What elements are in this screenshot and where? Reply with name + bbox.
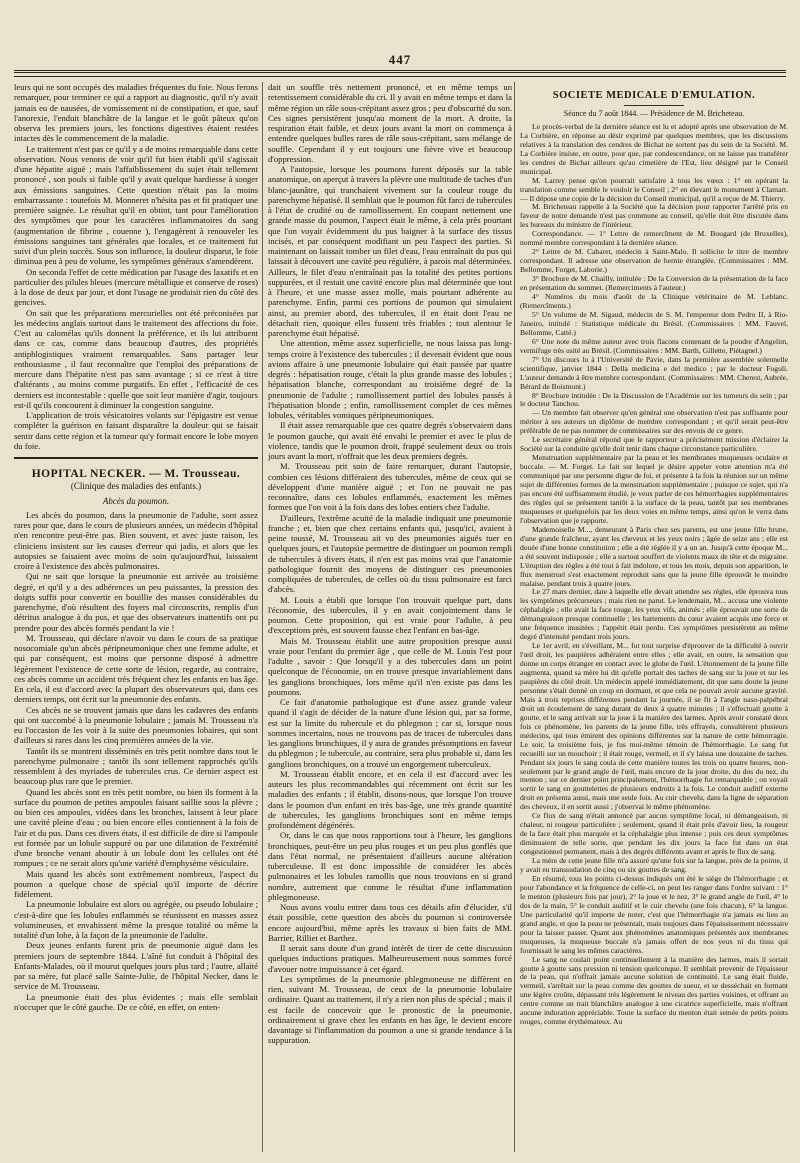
paragraph: Or, dans le cas que nous rapportions tout à l'heure, les ganglions bronchiques, peut-être un peu plus rouges et un peu plus gonflés que dans l'état normal, ne présentaient d'ailleurs aucune altération tuberculeuse. Il est donc impossible de considérer les abcès pulmonaires et les lobules ramollis que nous trouvions en si grand nombre, autrement que comme le résultat d'une inflammation phlegmoneuse. [268,830,512,902]
title-rule [624,105,684,106]
paragraph: Ces abcès ne se trouvent jamais que dans les cadavres des enfants qui ont succombé à la pneumonie lobulaire ; jamais M. Trousseau n'a eu l'occasion de les voir à la suite des pneumonies lobaires, qui sont d'ailleurs si rares dans les cinq premières années de la vie. [14,704,258,746]
header-rule [14,70,786,73]
paragraph: Ce flux de sang n'était annoncé par aucun symptôme local, ni démangeaison, ni chaleur, ni rougeur particulière ; seulement, quand il était près d'avoir lieu, la rougeur de la face était plus marquée et la céphalalgie plus intense ; puis ces deux symptômes diminuaient de telle sorte, que pendant les dix jours la face fut dans un état congestionnel permanent, mais à des degrés différents avant et après le flux de sang. [520,811,788,857]
paragraph: Il serait sans doute d'un grand intérêt de tirer de cette discussion quelques inductions pratiques. Malheureusement nous sommes forcé d'avouer notre impuissance à cet égard. [268,943,512,974]
paragraph: M. Bricheteau rappelle à la Société que la décision pour rapporter l'arrêté pris en faveur de notre demande n'est pas commune au conseil, qu'elle doit être discutée dans les bureaux du ministre de l'intérieur. [520,202,788,230]
paragraph: A l'autopsie, lorsque les poumons furent déposés sur la table anatomique, on aperçut à travers la plèvre une multitude de taches d'un blanc-jaunâtre, qui tranchaient vivement sur la couleur rouge du parenchyme hépatisé. Il semblait que le poumon fût farci de tubercules à l'état de crudité ou de ramollissement. En coupant nettement une grande masse du poumon, l'aspect était le même, à cela près pourtant que l'on voyait évidemment du pus baigner à la surface des tissus incisés, et par conséquent modifiant un peu l'aspect des parties. Si maintenant on laissait tomber un filet d'eau, l'eau entraînait du pus qui laissait à découvert une cavité peu régulière, à parois mal déterminées. Ailleurs, le filet d'eau n'entraînait pas la totalité des petites portions suppurées, et il restait une cavité encore plus mal déterminée que tout à l'heure, et une masse assez molle, mais pourtant adhérente au parenchyme. Enfin, parmi ces portions de poumon qui simulaient ainsi, au premier abord, des tubercules, il en était dont l'eau ne détachait rien, quoique elles fussent très friables ; tout alentour le parenchyme était hépatisé. [268,164,512,338]
paragraph: Le 1er avril, en s'éveillant, M... fut tout surprise d'éprouver de la difficulté à ouvrir l'œil droit, les paupières adhéraient entre elles ; elle avait, en outre, la sensation que donne un corps étranger en contact avec le globe de l'œil. L'étonnement de la jeune fille augmenta, quand sa mère lui dit qu'elle portait des taches de sang sur la joue et sur les paupières du côté droit. Un médecin appelé immédiatement, dit que sans doute la jeune personne s'était donné un coup en dormant, et que cela ne pouvait avoir aucune gravité. Mais à trois reprises différentes pendant la journée, il se fit à l'angle naso-palpébral droit un écoulement de sang durant de deux à quatre minutes ; il s'effectuait goutte à goutte, et le sang arrivait sur la joue à la manière des larmes. Après avoir constaté deux fois ce phénomène, les parents de la jeune fille, très effrayés, consultèrent plusieurs médecins, qui tous émirent des opinions différentes sur la nature de cette hémorragie. Le soir, la troisième fois, je fus moi-même témoin de l'hémorrhagie. Le sang fut recueilli sur un mouchoir ; il était rouge, vermeil, et il s'y laissa une douzaine de taches. Pendant six jours le sang coula de cette manière toutes les trois ou quatre heures, non-seulement par le grand angle de l'œil, mais encore de la joue droite, du dos du nez, du menton ; sur ce dernier point principalement, l'hémorrhagie fut remarquable ; on voyait sortir le sang en gouttelettes de plusieurs endroits à la fois. Le conduit auditif externe droit en présenta aussi, mais une seule fois. Au cuir chevelu, dans la ligne de séparation des cheveux, il en sortit aussi ; j'observai le même phénomène. [520,641,788,812]
paragraph: 7° Un discours lu à l'Université de Pavie, dans la première assemblée solennelle scientifique, janvier 1844 : Della medicina e del medico ; par le docteur Foguli. L'auteur demande à être membre correspondant. (Commissaires : MM. Cherest, Aubrée, Bérard de Boismont.) [520,354,788,391]
paragraph: Le 27 mars dernier, date à laquelle elle devait attendre ses règles, elle éprouva tous les symptômes précurseurs ; mais rien ne parut. Le lendemain, M... accusa une violente céphalalgie ; elle avait la face rouge, les yeux vifs, animés ; elle éprouvait une sorte de démangeaison presque continuelle ; les battements du cœur avaient acquis une force et une fréquence inusitées ; l'appétit était perdu. Ces symptômes persistèrent au même degré d'intensité pendant trois jours. [520,587,788,642]
paragraph: Mais M. Trousseau établit une autre proposition presque aussi vraie pour l'enfant du premier âge , que celle de M. Louis l'est pour l'adulte , savoir : Que lorsqu'il y a des tubercules dans un point quelconque de l'économie, on en trouve presque invariablement dans les ganglions bronchiques, lors même qu'il n'en existe pas dans les poumons. [268,635,512,697]
paragraph: 6° Une note du même auteur avec trois flacons contenant de la poudre d'Angelim, vermifuge très usité au Brésil. (Commissaires : MM. Barth, Gillette, Piétagnel.) [520,336,788,355]
paragraph: 8° Brochure intitulée : De la Discussion de l'Académie sur les tumeurs du sein ; par le docteur Tanchou. [520,390,788,409]
paragraph: 5° Un volume de M. Sigaud, médecin de S. M. l'empereur dom Pedro II, à Rio-Janeiro, intitulé : Statistique médicale du Brésil. (Commissaires : MM. Fauvel, Bellomme, Catté.) [520,309,788,337]
paragraph: Le sang ne coulait point continuellement à la manière des larmes, mais il sortait goutte à goutte sans pression ni tension quelconque. Il semblait provenir de l'épaisseur de la peau, qui n'offrait jamais aucune solution de continuité. Le sang était fluide, vermeil, s'arrêtait sur la peau comme des gouttes de sueur, et se desséchait en formant une légère croûte, dépassant très légèrement le niveau des parties voisines, et offrant au centre comme un trait blanchâtre analogue à une cicatrice superficielle, mais n'offrant aucune induration appréciable. Toute la surface du menton était semée de petits points rouges, comme érythémateux. Au [520,954,788,1027]
column-right [520,82,788,1154]
paragraph: Correspondance. — 1° Lettre de remercîment de M. Bougard (de Bruxelles), nommé membre correspondant à la dernière séance. [520,229,788,248]
paragraph: Une attention, même assez superficielle, ne nous laissa pas long-temps croire à l'existence des tubercules ; il devenait évident que nous avions affaire à une pneumonie lobulaire qui était passée par quatre degrés : hépatisation rouge, c'était la plus grande masse des lobules ; hépatisation blanche, correspondant au troisième degré de la pneumonie de l'adulte ; ramollissement partiel des lobules passés à l'hépatisation blonde ; enfin, ramollissement complet de ces mêmes lobules, véritables vomiques péripneumoniques. [268,338,512,420]
column-left [14,82,258,1154]
paragraph: La pneumonie lobulaire est alors ou agrégée, ou pseudo lobulaire ; c'est-à-dire que les lobules enflammés se réunissent en masses assez volumineuses, et envahissent même la presque totalité ou même la totalité d'un lobe, à la façon de la pneumonie de l'adulte. [14,899,258,940]
paragraph: Les symptômes de la pneumonie phlegmoneuse ne diffèrent en rien, suivant M. Trousseau, de ceux de la pneumonie lobulaire ordinaire. Quant au traitement, il n'y a rien non plus de spécial ; mais il est facile de concevoir que le pronostic de la pneumonie, ordinairement si grave chez les enfants en bas âge, le devient encore davantage si l'inflammation du poumon a une si grande tendance à la suppuration. [268,973,512,1046]
paragraph: Tantôt ils se montrent disséminés en très petit nombre dans tout le parenchyme pulmonaire ; tantôt ils sont tellement rapprochés qu'ils ressemblent à des myriades de tubercules crus. Ce dernier aspect est beaucoup plus rare que le premier. [14,745,258,787]
paragraph: On seconda l'effet de cette médication par l'usage des laxatifs et en particulier des pilules bleues (mercure métallique et conserve de roses) à la dose de deux par jour, et dont l'usage ne produisit rien du côté des gencives. [14,266,258,308]
section-rule [14,457,258,459]
paragraph: Nous avons voulu entrer dans tous ces détails afin d'élucider, s'il était possible, cette question des abcès du poumon si controversée encore aujourd'hui, même après les travaux si bien faits de MM. Barrier, Rilliet et Barthez. [268,902,512,943]
paragraph: 3° Brochure de M. Chailly, intitulée : De la Conversion de la présentation de la face en présentation du sommet. (Remerciments à l'auteur.) [520,274,788,293]
paragraph: Qui ne sait que lorsque la pneumonie est arrivée au troisième degré, et qu'il y a des adhérences un peu puissantes, la pression des doigts suffit pour convertir en bouillie des masses considérables du parenchyme, d'où résultent des foyers mal circonscrits, remplis d'un détritus analogue à du pus, et que des observateurs inattentifs ont pu prendre pour des abcès formés pendant la vie ! [14,571,258,633]
paragraph: M. Trousseau prit soin de faire remarquer, durant l'autopsie, combien ces lésions différaient des tubercules, même de ceux qui se développent d'une manière aiguë ; et l'on ne pouvait ne pas reconnaître, dans ces lobules enflammés, exactement les mêmes formes que l'on voit à la fois dans des lobes entiers chez l'adulte. [268,461,512,513]
paragraph: 2° Lettre de M. Cabaret, médecin à Saint-Malo. Il sollicite le titre de membre correspondant. Il adresse une observation de hernie étranglée. (Commissaires : MM. Bellomme, Forget, Laborie.) [520,247,788,275]
paragraph: En résumé, tous les points ci-dessus indiqués ont été le siège de l'hémorrhagie ; et pour l'abondance et la fréquence de celle-ci, on peut les ranger dans l'ordre suivant : 1° le menton (plusieurs fois par jour), 2° la joue et le nez, 3° le grand angle de l'œil, 4° le dos de la main, 5° le conduit auditif et le cuir chevelu (une fois chacun), 6° la langue. Une particularité qu'il importe de noter, c'est que l'hémorrhagie n'a jamais eu lieu au grand angle, et que la peau ne présentait, mais toujours dans l'épaississement nécessaire pour la laisser passer. Quant aux phénomènes anatomiques présentés aux membranes muqueuses, la muqueuse buccale n'a jamais offert de nos yeux ni du tissu qui fournissait le sang les mêmes caractères. [520,873,788,955]
paragraph: M. Trousseau établit encore, et en cela il est d'accord avec les auteurs les plus recommandables qui récemment ont écrit sur les maladies des enfants ; il établit, disons-nous, que lorsque l'on trouve dans le poumon d'un enfant en très bas-âge, une très grande quantité de tubercules, les ganglions bronchiques sont en même temps profondément dégénérés. [268,768,512,830]
section-subtitle: (Clinique des maladies des enfants.) [70,481,202,492]
paragraph: Ce fait d'anatomie pathologique est d'une assez grande valeur quand il s'agit de décider de la nature d'une lésion qui, par sa forme, est sur la limite du tubercule et du phlegmon ; car si, lorsque nous sommes incertains, nous ne trouvons pas de traces de tubercules dans les ganglions bronchiques, il y aura de grandes présomptions en faveur du phlegmon ; le tubercule, au contraire, sera plus probable si, dans les ganglions bronchiques, on a trouvé un engorgement tuberculeux. [268,697,512,769]
paragraph: L'application de trois vésicatoires volants sur l'épigastre est venue compléter la guérison en faisant disparaître la douleur qui se faisait sentir dans cette région et la tumeur qu'y formait encore le lobe moyen du foie. [14,410,258,451]
paragraph: Mais quand les abcès sont extrêmement nombreux, l'aspect du poumon a quelque chose de spécial qu'il importe de décrire fidèlement. [14,868,258,899]
paragraph: Deux jeunes enfants furent pris de pneumonie aiguë dans les premiers jours de septembre 1844. L'aîné fut conduit à l'hôpital des Enfants-Malades, où il mourut quelques jours plus tard ; l'autre, allaité par sa mère, fut placé salle Sainte-Julie, de l'hôpital Necker, dans le service de M. Trousseau. [14,940,258,992]
column-divider [262,82,263,1152]
paragraph: Il était assez remarquable que ces quatre degrés s'observaient dans le poumon gauche, qui avait été envahi le premier et avec le plus de violence, tandis que le poumon droit, frappé seulement deux ou trois jours avant la mort, n'offrait que les deux premiers degrés. [268,420,512,461]
paragraph: M. Larrey pense qu'on pourrait satisfaire à tous les vœux : 1° en opérant la translation comme semble le vouloir le Conseil ; 2° en élevant le monument à Clamart. — Il dépose une copie de la décision du Conseil municipal, qu'il a reçue de M. Thierry. [520,175,788,203]
column-middle [268,82,512,1154]
paragraph: Le secrétaire général répond que le rapporteur a précisément mission d'éclairer la Société sur la conduite qu'elle doit tenir dans chaque circonstance particulière. [520,435,788,454]
paragraph: M. Louis a établi que lorsque l'on trouvait quelque part, dans l'économie, des tubercules, il y en avait conjointement dans le poumon. Cette proposition, qui est vraie pour l'adulte, à peu d'exceptions près, est souvent fausse chez l'enfant en bas-âge. [268,594,512,636]
paragraph: La pneumonie était des plus évidentes ; mais elle semblait n'occuper que le côté gauche. De ce côté, en effet, on enten- [14,991,258,1012]
paragraph: 4° Numéros du mois d'août de la Clinique vétérinaire de M. Leblanc. (Remercîments.) [520,292,788,310]
paragraph: Quand les abcès sont en très petit nombre, ou bien ils forment à la surface du poumon de petites ampoules faisant saillie sous la plèvre ; ou bien ces ampoules, vidées dans les bronches, laissent à leur place une cavité pleine d'eau ; ou bien encore elles contiennent à la fois de l'air et du pus. Dans ces divers états, il est difficile de dire si l'ampoule est formée par un lobule suppuré ou par une dilatation de l'extrémité d'une bronche venant aboutir à un lobule dont les cellules ont été rompues ; ce ne serait alors qu'une variété d'emphysème vésiculaire. [14,786,258,869]
paragraph: D'ailleurs, l'extrême acuité de la maladie indiquait une pneumonie franche ; et, bien que chez certains enfants qui, jusqu'ici, avaient à peine toussé, M. Trousseau ait vu des pneumonies aiguës tuer en quelques jours, et l'autopsie permettre de distinguer un poumon rempli de tubercules à divers états, il n'en est pas moins vrai que l'anatomie pathologique fournit des moyens de distinguer ces pneumonies compliquées de tubercules, de celles où du tissu pulmonaire est farci d'abcès. [268,512,512,595]
paragraph: Le procès-verbal de la dernière séance est lu et adopté après une observation de M. La Corbière, en réponse au désir exprimé par quelques membres, que les discussions relatives à la translation des cendres de Bichat ne sortent pas du sein de la Société. M. La Corbière insiste, en outre, pour que, par condescendance, on ne laisse pas transférer les cendres de Bichat ailleurs qu'au cimetière de l'Est, lieu désigné par le Conseil municipal. [520,121,788,176]
paragraph: Mademoiselle M..., demeurant à Paris chez ses parents, est une jeune fille brune, d'une grande fraîcheur, ayant les cheveux et les yeux noirs ; âgée de seize ans ; elle est douée d'une bonne constitution ; elle a été réglée il y a un an. Jusqu'à cette époque M... a été souvent indisposée ; elle a surtout souffert de violents maux de tête et de migraine. L'éruption des règles a été tout à fait indolore, et tous les mois, depuis son apparition, le flux menstruel s'est exactement reproduit sans que la jeune fille éprouvât le moindre malaise, pendant trois à quatre jours. [520,524,788,588]
paragraph: M. Trousseau, qui déclare n'avoir vu dans le cours de sa pratique nosocomiale qu'un abcès péripneumonique chez une femme adulte, et qui par conséquent, est moins que personne disposé à admettre légèrement l'existence de cette sorte de lésion, regarde, au contraire, ces abcès comme un accident très fréquent chez les enfants en bas âge. En cela, il est d'accord avec la plupart des observateurs qui, dans ces derniers temps, ont écrit sur la pneumonie des enfants. [14,632,258,705]
header-rule-thin [14,76,786,77]
paragraph: — Un membre fait observer qu'en général une observation n'est pas suffisante pour mériter à ses auteurs un diplôme de membre correspondant ; et qu'il serait peut-être préférable de ne pas nommer de commissaires sur des envois de ce genre. [520,408,788,436]
paragraph: Menstruation supplémentaire par la peau et les membranes muqueuses oculaire et buccale. — M. Forget. Le fait sur lequel je désire appeler votre attention m'a été communiqué par une personne digne de foi, et présente à la fois la réunion sur un même sujet de différentes formes de la menstruation supplémentaire ; puisque ce sujet, qui n'a pas encore été suffisamment étudié, je veux parler de ces hémorrhagies supplémentaires des règles qui se présentent tantôt à la surface de la peau, tantôt par ses membranes muqueuses et quelquefois par les deux voies en même temps, ainsi qu'on le verra dans l'observation que je rapporte. [520,453,788,525]
paragraph: Les abcès du poumon, dans la pneumonie de l'adulte, sont assez rares pour que, dans le cours de plusieurs années, un médecin d'hôpital n'en rencontre peut-être pas. Bien souvent, et avec juste raison, les cliniciens insistent sur les causes d'erreur qui jadis, et alors que les autopsies se faisaient avec moins de soin qu'aujourd'hui, laissaient croire à l'existence des abcès pulmonaires. [14,509,258,571]
meeting-line: Séance du 7 août 1844. — Présidence de M. Bricheteau. [563,108,745,118]
paragraph: La mère de cette jeune fille m'a assuré qu'une fois sur la langue, près de la pointe, il y avait eu transsudation de cinq ou six gouttes de sang. [520,856,788,875]
paragraph: dait un souffle très nettement prononcé, et en même temps un retentissement considérable du cri. Il y avait en même temps et dans la même région un râle sous-crépitant assez gros ; peu d'obscurité du son. Ces signes persistèrent jusqu'au moment de la mort. A droite, la respiration était faible, et deux jours avant la mort on commença à entendre quelques bulles rares de râle sous-crépitant, sans mélange de souffle. Cependant il y eut toujours une fièvre vive et beaucoup d'oppression. [268,82,512,164]
section-title: HOPITAL NECKER. — M. Trousseau. [31,468,241,480]
section-title: SOCIETE MEDICALE D'EMULATION. [552,90,756,101]
paragraph: leurs qui ne sont occupés des maladies fréquentes du foie. Nous ferons remarquer, pour terminer ce qui a rapport au diagnostic, qu'il n'y avait jamais eu de nausées, de vomissement ni de constipation, et que, sauf l'anorexie, l'enduit blanchâtre de la langue et le goût pâteux qu'on observa les premiers jours, les fonctions digestives étaient restées intactes dès le commencement de la maladie. [14,82,258,144]
column-divider [514,82,515,1152]
paragraph: On sait que les préparations mercurielles ont été préconisées par les médecins anglais surtout dans le traitement des affections du foie. C'est au calomélas qu'ils donnent la préférence, et ils lui attribuent dans ce cas, comme dans beaucoup d'autres, des propriétés antiphlogistiques vraiment remarquables. Sans partager leur enthousiasme , il faut reconnaître que l'emploi des préparations de mercure dans l'hépatite n'est pas sans avantage ; si ce n'est à titre d'altérants , au moins comme purgatifs. En effet , l'efficacité de ces derniers est incontestable : quelle que soit leur manière d'agir, toujours est-il qu'ils concourent à diminuer la congestion sanguine. [14,307,258,410]
paragraph: Le traitement n'est pas ce qu'il y a de moins remarquable dans cette observation. Nous venons de voir qu'il fut bien établi qu'il s'agissait d'une hépatite aiguë ; mais l'affaiblissement du sujet était tellement prononcé , son pouls si faible qu'il y avait quelque hardiesse à songer aux émissions sanguines. Cette question n'était pas la moins embarrassante : toutefois M. Monneret n'hésita pas et fit pratiquer une première saignée. Le résultat qu'il en obtint, tant pour l'amélioration des symptômes que pour les caractères inflammatoires du sang (augmentation de fibrine , couenne ), l'engagèrent à renouveler les émissions sanguines tant générales que locales, et ce traitement fut suivi d'un plein succès. Sous son influence, la douleur disparut, le foie diminua peu à peu de volume, les symptômes généraux s'amendèrent. [14,143,258,267]
section-rubric: Abcès du poumon. [102,495,170,506]
page-number: 447 [388,52,412,67]
